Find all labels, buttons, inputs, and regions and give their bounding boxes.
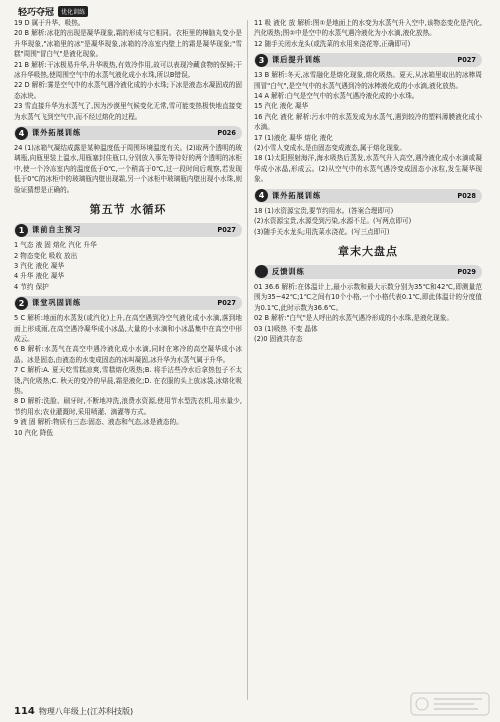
answer-item: 23 雪直接升华为水蒸气了,因为沙漠里气候变化无常,雪可能变热极快地直接变为水蒸气飞到空气中,而不经过熔化的过程。 [14,102,242,121]
section-bar-improvement [254,53,482,67]
answer-item: 21 B 解析:干冰极易升华,升华吸热,有效冷作用,故可以表现冷藏食物的保鲜;干冰升华吸热,使周围空气中的水蒸气液化成小水珠,所以B错误。 [14,60,242,80]
left-column [14,18,242,438]
page-footer [14,706,133,717]
right-column [254,18,482,344]
section-page-ref: P027 [217,299,236,308]
answer-item: 02 B 解析:"白气"是人呼出的水蒸气遇冷形成的小水珠,是液化现象。 [254,314,453,323]
section-page-ref: P029 [457,267,476,276]
answer-item: 7 C 解析:A. 夏天吃雪糕凉爽,雪糕熔化吸热;B. 将手沾些冷水后拿热包子不太烫,汽化吸热;C. 秋天的变冷的早晨,霜是液化;D. 在衣服的头上放冰袋,冰熔化吸热。 [14,366,242,395]
answer-item: 9 液 固 解析:物质有三态:固态、液态和气态,冰是液态的。 [14,418,183,427]
answer-item: 2 物态变化 吸收 放出 [14,251,78,260]
section-page-ref: P028 [457,191,476,200]
section-number: 4 [255,189,268,202]
answer-item: 24 (1)冰箱气凝结成露是某种温度低于周围环境温度有关。(2)取两个透明的玻璃瓶,向瓶里装上温水,用瓶塞封住瓶口,分别放入事先等待好的两个透明的冰柜中,使一个冷冻室内的温度低于0℃,一个稍高于0℃,过一段时间后观察,若发现低于0℃的冰柜中的玻璃瓶内壁出现霜,另一个冰柜中玻璃瓶内壁出现小水珠,则验证猜想是正确的。 [14,144,242,194]
section-number: 1 [15,224,28,237]
section-bar-title: 课堂巩固训练 [32,298,82,308]
section-number: 4 [15,127,28,140]
answer-item: 03 (1)吸热 不变 晶体 [254,324,318,333]
answer-item: 19 D 属于升华、吸热。 [14,19,85,27]
answer-item: 3 汽化 液化 凝华 [14,261,65,270]
brand-logo: 轻巧夺冠 [18,7,55,18]
answer-item: 1 气态 液 固 熔化 汽化 升华 [14,241,97,250]
section-page-ref: P027 [217,226,236,235]
section-number: 3 [255,54,268,67]
watermark-icon [410,692,490,716]
section-bar-preview [14,223,242,237]
page-header [18,4,88,18]
section-bar-title: 课后提升训练 [272,55,322,65]
answer-item: 6 B 解析:水蒸气在高空中遇冷液化成小水滴,同时在寒冷的高空凝华成小冰晶。冰是固态,由液态的水变成固态的冰叫凝固,冰升华为水蒸气属于升华。 [14,345,242,364]
column-divider [247,20,248,700]
answer-item: 01 36.6 解析:在体温计上,最小示数和最大示数分别为35℃和42℃,即测量范围为35~42℃;1℃之间有10个小格,一个小格代表0.1℃,即此体温计的分度值为0.1℃,此时示数为36.6℃。 [254,282,482,312]
section-page-ref: P026 [217,129,236,138]
answer-item: 11 吸 液化 放 解析:图①是地面上的水变为水蒸气升入空中,该物态变化是汽化,汽化吸热;图②中是空中的水蒸气遇冷液化为小水滴,液化放热。 [254,19,482,38]
section-bar-extension [254,189,482,203]
answer-item: 16 汽化 液化 解析:污水中的水蒸发成为水蒸气,遇到较冷的塑料薄膜液化成小水滴。 [254,112,482,132]
answer-item: 18 (1)水资源宝贵,要节约用水。(答案合理即可) [254,206,394,215]
section-bar-feedback [254,265,482,279]
section-bar-title: 课前自主预习 [32,225,82,235]
section-bar-title: 课外拓展训练 [32,128,82,138]
page-number: 114 [14,706,35,717]
section-bar-consolidation [14,296,242,310]
answer-item: 22 D 解析:雾是空气中的水蒸气遇冷液化成的小水珠;下冰是液态水凝固成的固态冰块。 [14,81,242,100]
answer-item: 17 (1)液化 凝华 熔化 液化 [254,133,333,142]
answer-item: 13 B 解析:冬天,冰雪融化是熔化现象,熔化吸热。夏天,从冰箱里取出的冰棒周围冒"白气",是空气中的水蒸气遇到冷的冰棒液化成的小水滴,液化放热。 [254,71,482,90]
answer-item: 20 B 解析:冰花的出现是凝华现象,霜的形成与它相同。衣柜里的樟脑丸变小是升华现象,"冰箱里的冰"是凝华现象,冰箱的冷冻室内壁上的霜是凝华现象;"雪糕"周围"冒白气"是液化现象。 [14,29,242,59]
answer-item: (2)小雪人变成水,是由固态变成液态,属于熔化现象。 [254,144,406,153]
section-bar-extension [14,126,242,140]
section-page-ref: P027 [457,56,476,65]
section-heading: 第五节 水循环 [89,203,167,217]
answer-item: (2)水资源宝贵,水源受到污染,水源不足。(写两点即可) [254,217,412,226]
brand-badge: 优化训练 [58,6,88,17]
section-bar-title: 反馈训练 [272,266,305,276]
answer-item: 5 C 解析:地面的水蒸发(或汽化)上升,在高空遇到冷空气液化成小水滴,落到地面上形成雨,在高空遇冷凝华成小冰晶,大量的小水滴和小冰晶集中在高空中形成云。 [14,314,242,343]
answer-item: (2)0 固液共存态 [254,334,303,343]
answer-item: 15 汽化 液化 凝华 [254,102,309,111]
section-bar-title: 课外拓展训练 [272,190,322,200]
chapter-heading: 章末大盘点 [338,244,398,258]
section-number: 2 [15,297,28,310]
answer-item: 4 升华 液化 凝华 [14,272,65,281]
answer-item: 12 随手关闭水龙头(或洗菜的水用来浇花等,正确即可) [254,39,411,48]
footer-title: 物理八年级上(江苏科技版) [38,707,134,716]
answer-item: 4 节约 保护 [14,282,49,291]
answer-item: 14 A 解析:白气是空气中的水蒸气遇冷液化成的小水珠。 [254,92,419,101]
answer-item: (3)随手关水龙头;用洗菜水浇花。(写三点即可) [254,227,390,236]
section-number [255,265,268,278]
answer-item: 8 D 解析:洗脸、刷牙时,不断地冲洗,浪费水资源,使用节水型洗衣机,用水量少,节约用水;农业灌溉时,采用喷灌、滴灌等方式。 [14,397,242,416]
answer-item: 18 (1)太阳照射海洋,海水吸热后蒸发,水蒸气升入高空,遇冷液化成小水滴或凝华成小冰晶,形成云。(2)从空气中的水蒸气遇冷变成固态小冰粒,发生凝华现象。 [254,154,482,184]
answer-item: 10 汽化 降低 [14,428,53,437]
